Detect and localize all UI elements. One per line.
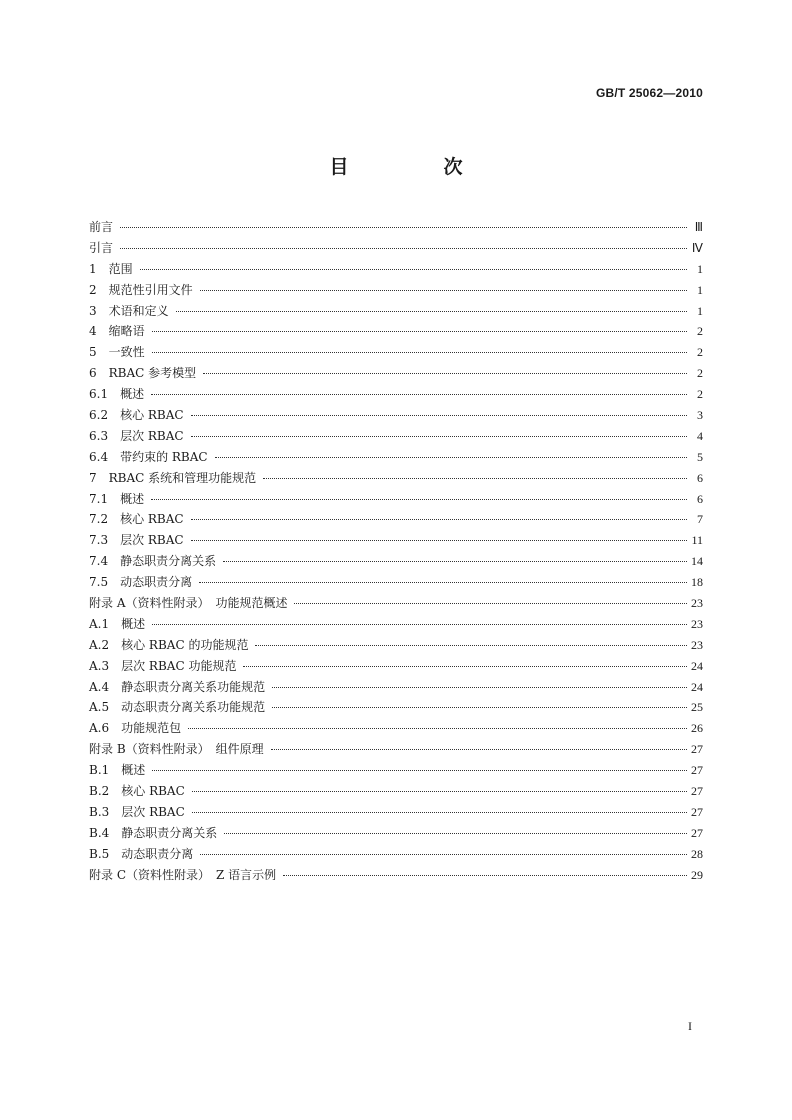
toc-entry[interactable] (89, 301, 703, 322)
toc-entry-page: 1 (697, 303, 703, 318)
toc-entry-page: Ⅳ (691, 240, 703, 255)
toc-dot-leader (152, 770, 687, 771)
toc-entry-page: 23 (691, 637, 703, 652)
toc-entry[interactable] (89, 635, 703, 656)
toc-entry-page: 24 (691, 658, 703, 673)
page-title: 目 次 (329, 156, 501, 178)
toc-dot-leader (271, 749, 687, 750)
toc-entry-label: A.4 静态职责分离关系功能规范 (89, 679, 266, 694)
toc-entry-page: 1 (697, 261, 703, 276)
toc-entry-page: 2 (697, 366, 703, 381)
toc-entry[interactable] (89, 405, 703, 426)
toc-entry-page: 1 (697, 282, 703, 297)
toc-dot-leader (283, 875, 687, 876)
toc-entry[interactable] (89, 321, 703, 342)
toc-entry-label: 6.4 带约束的 RBAC (89, 449, 208, 464)
toc-dot-leader (255, 645, 687, 646)
toc-dot-leader (223, 561, 687, 562)
toc-entry-label: 附录 B（资料性附录） 组件原理 (89, 742, 264, 757)
toc-entry[interactable] (89, 342, 703, 363)
toc-entry[interactable] (89, 823, 703, 844)
toc-dot-leader (203, 373, 687, 374)
toc-dot-leader (176, 311, 687, 312)
toc-entry-label: 7.4 静态职责分离关系 (89, 554, 217, 569)
toc-entry-label: 引言 (89, 240, 114, 255)
toc-dot-leader (200, 290, 687, 291)
toc-entry-page: 26 (691, 721, 703, 736)
toc-entry-page: 2 (697, 324, 703, 339)
toc-dot-leader (215, 457, 687, 458)
page-number: I (688, 1019, 692, 1033)
toc-dot-leader (224, 833, 687, 834)
toc-dot-leader (191, 519, 687, 520)
toc-entry-label: 7.3 层次 RBAC (89, 533, 184, 548)
toc-entry-label: 4 缩略语 (89, 324, 145, 339)
toc-entry[interactable] (89, 739, 703, 760)
toc-entry-label: A.5 动态职责分离关系功能规范 (89, 700, 266, 715)
toc-entry[interactable] (89, 697, 703, 718)
toc-entry[interactable] (89, 844, 703, 865)
toc-entry-label: 2 规范性引用文件 (89, 282, 193, 297)
toc-entry-label: 7.5 动态职责分离 (89, 575, 193, 590)
toc-entry-page: 25 (691, 700, 703, 715)
toc-dot-leader (191, 415, 687, 416)
toc-entry[interactable] (89, 656, 703, 677)
toc-entry-label: 7.2 核心 RBAC (89, 512, 184, 527)
toc-dot-leader (151, 499, 687, 500)
toc-entry[interactable] (89, 259, 703, 280)
toc-entry-page: 29 (691, 867, 703, 882)
toc-dot-leader (188, 728, 687, 729)
toc-dot-leader (152, 624, 687, 625)
toc-dot-leader (272, 687, 687, 688)
toc-entry-page: 6 (697, 470, 703, 485)
toc-entry-page: 2 (697, 345, 703, 360)
toc-entry[interactable] (89, 238, 703, 259)
toc-entry-label: 6.1 概述 (89, 387, 145, 402)
toc-entry-page: 27 (691, 825, 703, 840)
toc-dot-leader (140, 269, 687, 270)
toc-dot-leader (192, 791, 687, 792)
toc-entry-label: 6.2 核心 RBAC (89, 408, 184, 423)
toc-dot-leader (243, 666, 687, 667)
standard-code: GB/T 25062—2010 (595, 86, 703, 100)
toc-entry[interactable] (89, 468, 703, 489)
toc-entry-label: 附录 A（资料性附录） 功能规范概述 (89, 596, 288, 611)
toc-dot-leader (120, 248, 687, 249)
toc-entry-label: 3 术语和定义 (89, 303, 169, 318)
toc-entry[interactable] (89, 384, 703, 405)
toc-entry[interactable] (89, 551, 703, 572)
toc-dot-leader (263, 478, 687, 479)
toc-entry-page: 11 (691, 533, 703, 548)
toc-entry[interactable] (89, 760, 703, 781)
toc-entry-page: 18 (691, 575, 703, 590)
toc-entry-label: 1 范围 (89, 261, 133, 276)
toc-entry-page: 23 (691, 596, 703, 611)
toc-entry-page: Ⅲ (694, 220, 703, 234)
toc-entry-page: 27 (691, 804, 703, 819)
toc-entry-label: A.2 核心 RBAC 的功能规范 (89, 637, 249, 652)
toc-entry-label: A.3 层次 RBAC 功能规范 (89, 658, 237, 673)
toc-entry-page: 7 (697, 512, 703, 527)
toc-entry-page: 28 (691, 846, 703, 861)
toc-entry-label: 6 RBAC 参考模型 (89, 366, 197, 381)
toc-entry[interactable] (89, 489, 703, 510)
toc-entry-page: 6 (697, 491, 703, 506)
toc-entry[interactable] (89, 593, 703, 614)
toc-entry-page: 3 (697, 408, 703, 423)
toc-entry-label: A.6 功能规范包 (89, 721, 182, 736)
toc-entry-label: B.5 动态职责分离 (89, 846, 194, 861)
toc-entry-page: 5 (697, 449, 703, 464)
toc-dot-leader (294, 603, 687, 604)
toc-entry[interactable] (89, 426, 703, 447)
toc-entry-label: 6.3 层次 RBAC (89, 428, 184, 443)
toc-entry-page: 24 (691, 679, 703, 694)
toc-dot-leader (152, 331, 687, 332)
toc-entry-label: 5 一致性 (89, 345, 145, 360)
toc-entry-label: 附录 C（资料性附录） Z 语言示例 (89, 867, 277, 882)
toc-entry-page: 27 (691, 784, 703, 799)
toc-entry-page: 27 (691, 742, 703, 757)
toc-entry[interactable] (89, 363, 703, 384)
toc-entry-page: 14 (691, 554, 703, 569)
toc-entry[interactable] (89, 677, 703, 698)
toc-dot-leader (200, 854, 687, 855)
toc-dot-leader (151, 394, 687, 395)
toc-entry[interactable] (89, 781, 703, 802)
table-of-contents (89, 217, 703, 886)
toc-entry-label: B.4 静态职责分离关系 (89, 825, 218, 840)
toc-entry[interactable] (89, 509, 703, 530)
toc-entry-label: 7 RBAC 系统和管理功能规范 (89, 470, 257, 485)
toc-entry-label: B.2 核心 RBAC (89, 784, 185, 799)
toc-entry[interactable] (89, 280, 703, 301)
toc-entry-label: A.1 概述 (89, 616, 146, 631)
toc-dot-leader (191, 540, 687, 541)
toc-dot-leader (272, 707, 687, 708)
toc-entry[interactable] (89, 217, 703, 238)
toc-entry-page: 4 (697, 428, 703, 443)
toc-entry-page: 23 (691, 616, 703, 631)
toc-dot-leader (199, 582, 687, 583)
toc-entry-label: B.1 概述 (89, 763, 146, 778)
toc-entry-page: 2 (697, 387, 703, 402)
toc-dot-leader (191, 436, 687, 437)
toc-entry[interactable] (89, 530, 703, 551)
toc-entry-label: 前言 (89, 220, 114, 234)
toc-entry[interactable] (89, 802, 703, 823)
toc-entry-label: 7.1 概述 (89, 491, 145, 506)
toc-dot-leader (152, 352, 687, 353)
toc-entry[interactable] (89, 718, 703, 739)
toc-dot-leader (192, 812, 687, 813)
toc-entry[interactable] (89, 447, 703, 468)
toc-entry[interactable] (89, 614, 703, 635)
toc-entry[interactable] (89, 865, 703, 886)
toc-entry-page: 27 (691, 763, 703, 778)
toc-entry[interactable] (89, 572, 703, 593)
toc-dot-leader (120, 227, 687, 228)
toc-entry-label: B.3 层次 RBAC (89, 804, 185, 819)
